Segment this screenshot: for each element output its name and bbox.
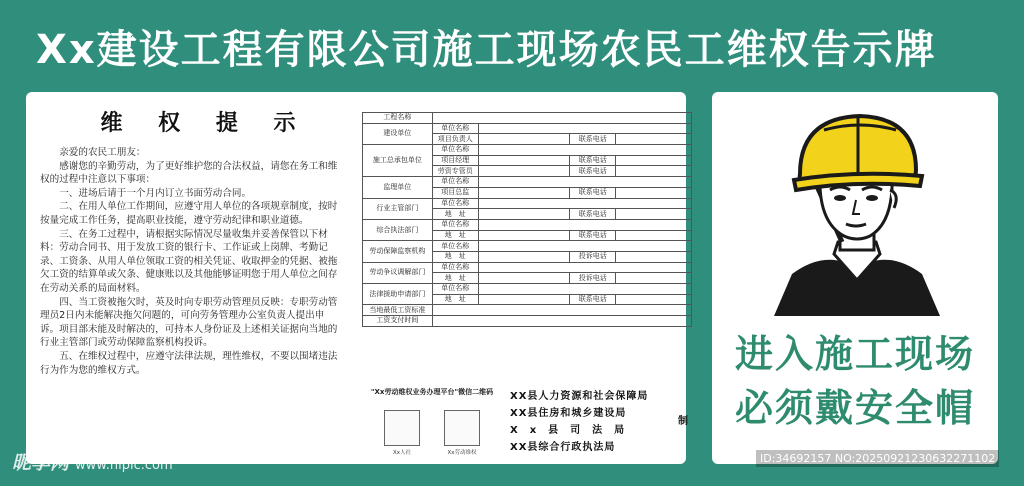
rights-contact-table [362,112,692,327]
table-cell: 联系电话 [570,294,616,305]
issuer-item: XX县住房和城乡建设局 [510,408,627,419]
table-cell: 地 址 [432,251,478,262]
table-row [363,177,692,188]
table-cell: 地 址 [432,209,478,220]
watermark-logo [12,448,173,475]
worker-helmet-illustration [764,104,950,316]
qr-code-section [362,388,502,458]
slogan-line2: 必须戴安全帽 [734,386,975,430]
qr-caption-left: Xx人社 [392,450,412,456]
slogan-line1: 进入施工现场 [734,332,975,376]
table-cell: 项目总监 [432,187,478,198]
table-cell [478,166,570,177]
sign-title: Xx建设工程有限公司施工现场农民工维权告示牌 [36,27,937,73]
notice-paragraph: 五、在维权过程中，应遵守法律法规，理性维权，不要以围堵违法行为作为您的维权方式。 [40,350,338,376]
table-cell [616,155,692,166]
issuer-suffix: 制 [678,416,688,427]
table-row [363,262,692,273]
table-cell: 单位名称 [432,219,478,230]
table-cell [616,166,692,177]
notice-paragraph: 三、在务工过程中，请根据实际情况尽量收集并妥善保管以下材料：劳动合同书、用于发放工资的银行卡、工作证或上岗牌、考勤记录、工资条、从用人单位领取工资的相关凭证、收取押金的凭据、被拖欠工资的结算单或欠条、健康账以及其他能够证明您于用人单位之间存在劳动关系的局面材料。 [40,228,338,294]
table-cell: 项目负责人 [432,134,478,145]
table-cell [478,209,570,220]
table-cell [432,113,691,124]
table-cell: 单位名称 [432,123,478,134]
table-cell [478,230,570,241]
qr-code-left [384,410,420,446]
table-cell: 项目经理 [432,155,478,166]
table-cell [478,177,691,188]
table-cell [478,273,570,284]
table-cell [478,145,691,156]
table-cell: 监理单位 [363,177,433,198]
table-cell: 联系电话 [570,166,616,177]
table-row [363,241,692,252]
table-cell: 单位名称 [432,177,478,188]
table-cell [478,219,691,230]
table-cell: 联系电话 [570,209,616,220]
table-row [363,284,692,295]
table-cell [432,305,691,316]
table-cell: 联系电话 [570,134,616,145]
table-cell: 综合执法部门 [363,219,433,240]
notice-paragraph: 感谢您的辛勤劳动，为了更好维护您的合法权益，请您在务工和维权的过程中注意以下事项： [40,160,338,186]
issuer-item: XX县人力资源和社会保障局 [510,391,649,402]
table-cell: 投诉电话 [570,251,616,262]
table-cell: 联系电话 [570,230,616,241]
table-cell [616,230,692,241]
table-cell: 联系电话 [570,155,616,166]
table-cell: 劳动争议调解部门 [363,262,433,283]
table-cell: 建设单位 [363,123,433,144]
table-cell [478,262,691,273]
table-row [363,113,692,124]
table-cell [478,241,691,252]
table-cell: 联系电话 [570,187,616,198]
issuer-item: XX县综合行政执法局 [510,442,616,453]
watermark-brand: 昵享网 [12,452,70,474]
table-row [363,145,692,156]
table-cell: 工程名称 [363,113,433,124]
table-cell [478,134,570,145]
table-cell: 施工总承包单位 [363,145,433,177]
table-cell: 工资支付时间 [363,316,433,327]
notice-paragraph: 四、当工资被拖欠时，英及时向专职劳动管理员反映：专职劳动管理员2日内未能解决拖欠问题的，可向劳务管理办公室负责人提出申诉。项目部未能及时解决的，可持本人身份证及上述相关证据向当地的行业主管部门或劳动保障监察机构投诉。 [40,296,338,349]
table-cell [478,155,570,166]
table-cell [616,134,692,145]
qr-code-right [444,410,480,446]
notice-paragraph: 二、在用人单位工作期间，应遵守用人单位的各项规章制度，按时按量完成工作任务，提高职业技能，遵守劳动纪律和职业道德。 [40,201,338,226]
notice-body [40,146,340,377]
table-cell [478,251,570,262]
table-cell [478,198,691,209]
table-cell: 地 址 [432,273,478,284]
table-cell: 单位名称 [432,284,478,295]
table-row [363,305,692,316]
safety-panel [712,92,998,464]
qr-caption-right: Xx劳动维权 [447,450,477,456]
table-cell [478,123,691,134]
table-cell [616,209,692,220]
table-cell: 行业主管部门 [363,198,433,219]
table-cell: 当地最低工资标准 [363,305,433,316]
table-cell: 劳资专管员 [432,166,478,177]
table-cell: 法律援助申请部门 [363,284,433,305]
notice-panel [26,92,686,464]
table-row [363,316,692,327]
table-cell: 单位名称 [432,241,478,252]
table-cell: 劳动保障监察机构 [363,241,433,262]
notice-title: 维 权 提 示 [100,111,310,136]
table-cell: 单位名称 [432,145,478,156]
table-row [363,219,692,230]
table-row [363,123,692,134]
issuer-item: X x 县 司 法 局 [510,425,626,436]
table-cell [478,294,570,305]
table-cell: 投诉电话 [570,273,616,284]
watermark-url: www.nipic.com [75,458,173,473]
table-cell: 地 址 [432,230,478,241]
table-row [363,198,692,209]
table-cell [616,187,692,198]
qr-title: "Xx劳动维权业务办理平台"微信二维码 [370,388,494,396]
table-cell [478,284,691,295]
table-cell [616,294,692,305]
table-cell [616,251,692,262]
table-cell [432,316,691,327]
notice-paragraph: 一、进场后请于一个月内订立书面劳动合同。 [59,187,252,199]
table-cell [616,273,692,284]
table-cell: 地 址 [432,294,478,305]
table-cell: 单位名称 [432,198,478,209]
table-cell [478,187,570,198]
issuer-list [510,388,670,456]
notice-paragraph: 亲爱的农民工朋友： [59,147,146,158]
watermark-id: ID:34692157 NO:20250921230632271102 [756,450,999,467]
table-cell: 单位名称 [432,262,478,273]
